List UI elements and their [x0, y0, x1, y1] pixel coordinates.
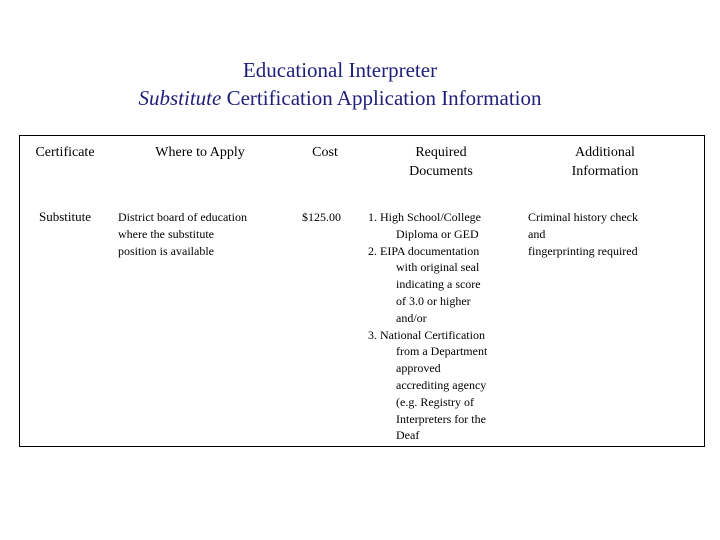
where-line-3: position is available: [118, 243, 214, 258]
header-required-line-1: Required: [415, 145, 467, 160]
doc3-line-e: (e.g. Registry of: [396, 394, 474, 409]
where-line-1: District board of education: [118, 210, 247, 224]
title-line-2-rest: Certification Application Information: [221, 86, 542, 110]
where-line-2: where the substitute: [118, 226, 214, 241]
doc-item-1: [368, 209, 520, 243]
cell-certificate: Substitute: [38, 209, 91, 224]
doc-item-2: [368, 243, 520, 327]
doc3-line-g: Deaf: [396, 428, 420, 443]
doc3-line-a: 3. National Certification: [368, 327, 485, 342]
cell-where-to-apply: [118, 209, 290, 259]
doc3-line-c: approved: [396, 361, 441, 376]
cell-additional-information: [528, 209, 700, 259]
doc1-line-a: 1. High School/College: [368, 210, 481, 224]
doc2-line-e: and/or: [396, 310, 427, 325]
title-line-1: Educational Interpreter: [242, 58, 438, 82]
cell-cost: $125.00: [302, 210, 341, 224]
doc-item-3: [368, 327, 520, 445]
doc1-line-b: Diploma or GED: [396, 226, 479, 241]
header-additional-information: [525, 143, 685, 181]
page-title: [0, 56, 680, 112]
certification-table: [19, 135, 705, 447]
doc2-line-c: indicating a score: [396, 277, 481, 292]
doc2-line-a: 2. EIPA documentation: [368, 243, 480, 258]
title-italic-word: Substitute: [138, 86, 222, 110]
header-required-documents: [365, 143, 517, 181]
additional-line-3: fingerprinting required: [528, 243, 638, 258]
header-additional-line-1: Additional: [575, 145, 635, 160]
additional-line-2: and: [528, 226, 546, 241]
header-where-to-apply: Where to Apply: [155, 145, 245, 160]
doc2-line-b: with original seal: [396, 260, 480, 275]
cell-required-documents: [368, 209, 520, 444]
doc3-line-f: Interpreters for the: [396, 411, 486, 426]
header-certificate: Certificate: [35, 145, 95, 160]
header-required-line-2: Documents: [409, 164, 473, 179]
doc3-line-b: from a Department: [396, 344, 488, 359]
doc2-line-d: of 3.0 or higher: [396, 293, 471, 308]
header-cost: Cost: [312, 145, 338, 160]
additional-line-1: Criminal history check: [528, 210, 638, 224]
header-additional-line-2: Information: [571, 164, 639, 179]
title-line-2: [0, 84, 680, 112]
doc3-line-d: accrediting agency: [396, 377, 487, 392]
